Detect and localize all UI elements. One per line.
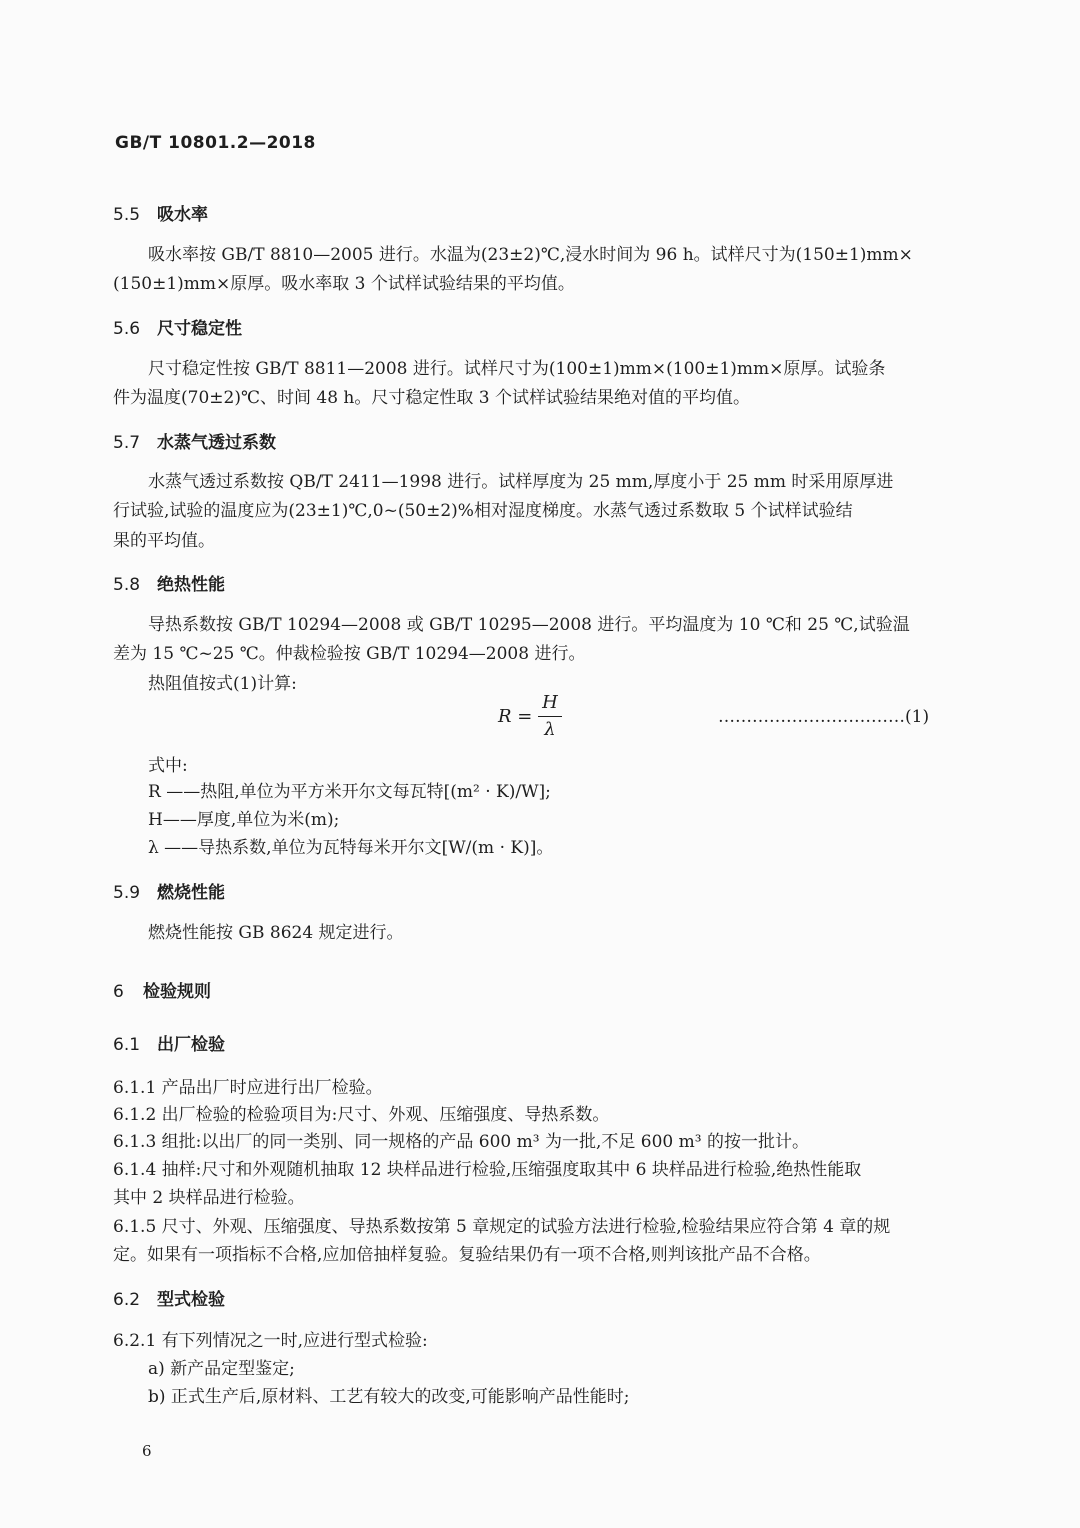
section-6-2-heading	[113, 1285, 225, 1310]
paragraph-line: 差为 15 ℃~25 ℃。仲裁检验按 GB/T 10294—2008 进行。	[113, 644, 586, 664]
section-number: 5.7	[113, 433, 141, 453]
thermal-resistance-formula	[498, 693, 578, 743]
section-title: 出厂检验	[157, 1035, 225, 1055]
equation-number: ……………………………(1)	[718, 707, 930, 727]
standard-header: GB/T 10801.2—2018	[115, 133, 316, 153]
section-5-6-heading	[113, 314, 242, 339]
section-title: 检验规则	[143, 982, 211, 1002]
paragraph-line: 吸水率按 GB/T 8810—2005 进行。水温为(23±2)℃,浸水时间为 96 h。试样尺寸为(150±1)mm×	[148, 245, 913, 265]
paragraph-line: 热阻值按式(1)计算:	[148, 674, 297, 694]
section-5-9-heading	[113, 878, 225, 903]
paragraph-line: 水蒸气透过系数按 QB/T 2411—1998 进行。试样厚度为 25 mm,厚度小于 25 mm 时采用原厚进	[148, 472, 894, 492]
section-6-1-heading	[113, 1030, 225, 1055]
section-title: 尺寸稳定性	[157, 319, 242, 339]
paragraph-line: 尺寸稳定性按 GB/T 8811—2008 进行。试样尺寸为(100±1)mm×(100±1)mm×原厚。试验条	[148, 359, 886, 379]
clause-line: 6.1.4 抽样:尺寸和外观随机抽取 12 块样品进行检验,压缩强度取其中 6 块样品进行检验,绝热性能取	[113, 1160, 862, 1180]
clause-line: 6.2.1 有下列情况之一时,应进行型式检验:	[113, 1331, 428, 1351]
formula-lhs: R =	[498, 706, 533, 727]
clause-line: 其中 2 块样品进行检验。	[113, 1188, 305, 1208]
variable-definition: H——厚度,单位为米(m);	[148, 810, 340, 830]
paragraph-line: 导热系数按 GB/T 10294—2008 或 GB/T 10295—2008 进行。平均温度为 10 ℃和 25 ℃,试验温	[148, 615, 910, 635]
section-number: 5.9	[113, 883, 141, 903]
section-number: 6	[113, 982, 124, 1002]
section-5-5-heading	[113, 200, 208, 225]
section-number: 5.8	[113, 575, 141, 595]
paragraph-line: 件为温度(70±2)℃、时间 48 h。尺寸稳定性取 3 个试样试验结果绝对值的平均值。	[113, 388, 750, 408]
section-title: 燃烧性能	[157, 883, 225, 903]
section-title: 水蒸气透过系数	[157, 433, 276, 453]
section-number: 6.1	[113, 1035, 141, 1055]
paragraph-line: 果的平均值。	[113, 531, 215, 551]
formula-denominator: λ	[544, 719, 556, 740]
paragraph-line: 行试验,试验的温度应为(23±1)℃,0~(50±2)%相对湿度梯度。水蒸气透过系数取 5 个试样试验结	[113, 501, 853, 521]
clause-line: 定。如果有一项指标不合格,应加倍抽样复验。复验结果仍有一项不合格,则判该批产品不合格。	[113, 1245, 821, 1265]
variable-definition: R ——热阻,单位为平方米开尔文每瓦特[(m² · K)/W];	[148, 782, 551, 802]
clause-line: 6.1.2 出厂检验的检验项目为:尺寸、外观、压缩强度、导热系数。	[113, 1105, 610, 1125]
list-item: b) 正式生产后,原材料、工艺有较大的改变,可能影响产品性能时;	[148, 1387, 630, 1407]
list-item: a) 新产品定型鉴定;	[148, 1359, 295, 1379]
paragraph-line: 燃烧性能按 GB 8624 规定进行。	[148, 923, 404, 943]
clause-line: 6.1.5 尺寸、外观、压缩强度、导热系数按第 5 章规定的试验方法进行检验,检验结果应符合第 4 章的规	[113, 1217, 891, 1237]
formula-fraction	[538, 693, 562, 740]
clause-line: 6.1.3 组批:以出厂的同一类别、同一规格的产品 600 m³ 为一批,不足 600 m³ 的按一批计。	[113, 1132, 809, 1152]
section-6-heading	[113, 977, 211, 1002]
section-number: 6.2	[113, 1290, 141, 1310]
page-number: 6	[142, 1442, 152, 1460]
section-title: 型式检验	[157, 1290, 225, 1310]
clause-line: 6.1.1 产品出厂时应进行出厂检验。	[113, 1078, 383, 1098]
section-5-8-heading	[113, 570, 225, 595]
section-number: 5.5	[113, 205, 141, 225]
section-title: 绝热性能	[157, 575, 225, 595]
fraction-bar	[538, 716, 562, 717]
section-title: 吸水率	[157, 205, 208, 225]
section-number: 5.6	[113, 319, 141, 339]
variable-definition: λ ——导热系数,单位为瓦特每米开尔文[W/(m · K)]。	[148, 838, 554, 858]
formula-numerator: H	[542, 692, 558, 713]
where-label: 式中:	[148, 756, 188, 776]
section-5-7-heading	[113, 428, 276, 453]
paragraph-line: (150±1)mm×原厚。吸水率取 3 个试样试验结果的平均值。	[113, 274, 575, 294]
